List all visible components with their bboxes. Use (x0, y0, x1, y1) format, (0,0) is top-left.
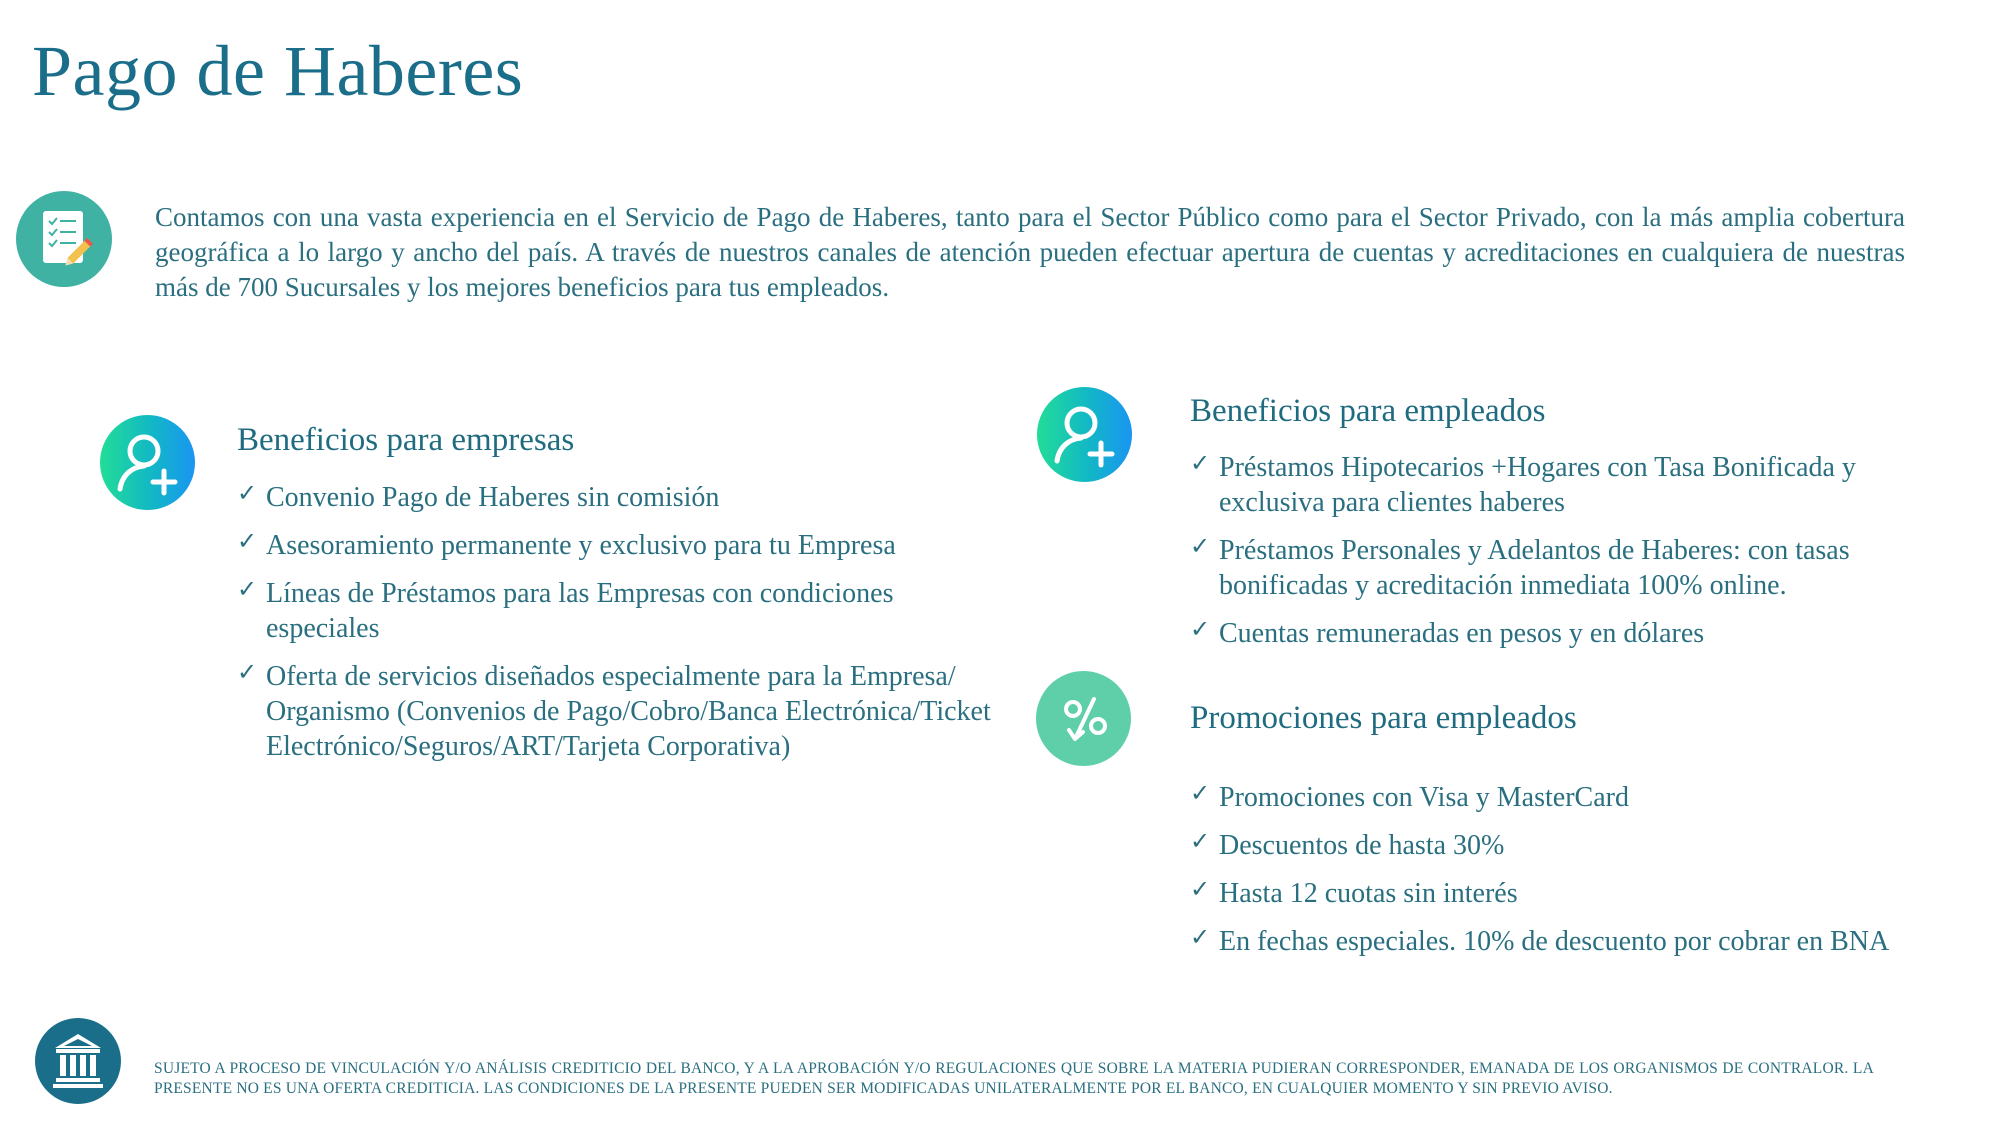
list-promociones (1190, 780, 1990, 972)
section-heading-promociones: Promociones para empleados (1190, 700, 1577, 736)
section-heading-empleados: Beneficios para empleados (1190, 393, 1546, 429)
footer-disclaimer: SUJETO A PROCESO DE VINCULACIÓN Y/O ANÁLISIS CREDITICIO DEL BANCO, Y A LA APROBACIÓN Y/O REGULACIONES QUE SOBRE LA MATERIA PUDIERAN CORRESPONDER, EMANADA DE LOS ORGANISMOS DE CONTRALOR. LA PRESENTE NO ES UNA OFERTA CREDITICIA. LAS CONDICIONES DE LA PRESENTE PUEDEN SER MODIFICADAS UNILATERALMENTE POR EL BANCO, EN CUALQUIER MOMENTO Y SIN PREVIO AVISO. (154, 1060, 1874, 1097)
check-icon: ✓ (1190, 534, 1211, 560)
bank-building-icon (35, 1018, 121, 1104)
list-empresas (237, 480, 997, 777)
list-item: ✓ En fechas especiales. 10% de descuento por cobrar en BNA (1190, 924, 1990, 959)
checklist-pencil-icon (16, 191, 112, 287)
check-icon: ✓ (237, 577, 258, 603)
check-icon: ✓ (1190, 877, 1211, 903)
list-empleados (1190, 450, 1960, 664)
page-title: Pago de Haberes (32, 31, 524, 111)
list-item: ✓ Cuentas remuneradas en pesos y en dólares (1190, 616, 1960, 651)
intro-paragraph: Contamos con una vasta experiencia en el Servicio de Pago de Haberes, tanto para el Sector Público como para el Sector Privado, con la más amplia cobertura geográfica a lo largo y ancho del país. A través de nuestros canales de atención pueden efectuar apertura de cuentas y acreditaciones en cualquiera de nuestras más de 700 Sucursales y los mejores beneficios para tus empleados. (155, 202, 1905, 302)
check-icon: ✓ (237, 529, 258, 555)
user-plus-icon (1037, 387, 1132, 482)
list-item: ✓ Préstamos Hipotecarios +Hogares con Tasa Bonificada y exclusiva para clientes haberes (1190, 450, 1960, 520)
list-item: ✓ Líneas de Préstamos para las Empresas con condiciones especiales (237, 576, 997, 646)
user-plus-icon (100, 415, 195, 510)
list-item: ✓ Promociones con Visa y MasterCard (1190, 780, 1990, 815)
check-icon: ✓ (1190, 781, 1211, 807)
list-item: ✓ Hasta 12 cuotas sin interés (1190, 876, 1990, 911)
check-icon: ✓ (1190, 925, 1211, 951)
percent-discount-icon (1036, 671, 1131, 766)
list-item: ✓ Oferta de servicios diseñados especialmente para la Empresa/ Organismo (Convenios de Pago/Cobro/Banca Electrónica/Ticket Electrónico/Seguros/ART/Tarjeta Corporativa) (237, 659, 997, 764)
check-icon: ✓ (1190, 617, 1211, 643)
check-icon: ✓ (1190, 829, 1211, 855)
list-item: ✓ Descuentos de hasta 30% (1190, 828, 1990, 863)
check-icon: ✓ (237, 481, 258, 507)
check-icon: ✓ (237, 660, 258, 686)
section-heading-empresas: Beneficios para empresas (237, 422, 575, 458)
list-item: ✓ Préstamos Personales y Adelantos de Haberes: con tasas bonificadas y acreditación inmediata 100% online. (1190, 533, 1960, 603)
check-icon: ✓ (1190, 451, 1211, 477)
list-item: ✓ Asesoramiento permanente y exclusivo para tu Empresa (237, 528, 997, 563)
list-item: ✓ Convenio Pago de Haberes sin comisión (237, 480, 997, 515)
